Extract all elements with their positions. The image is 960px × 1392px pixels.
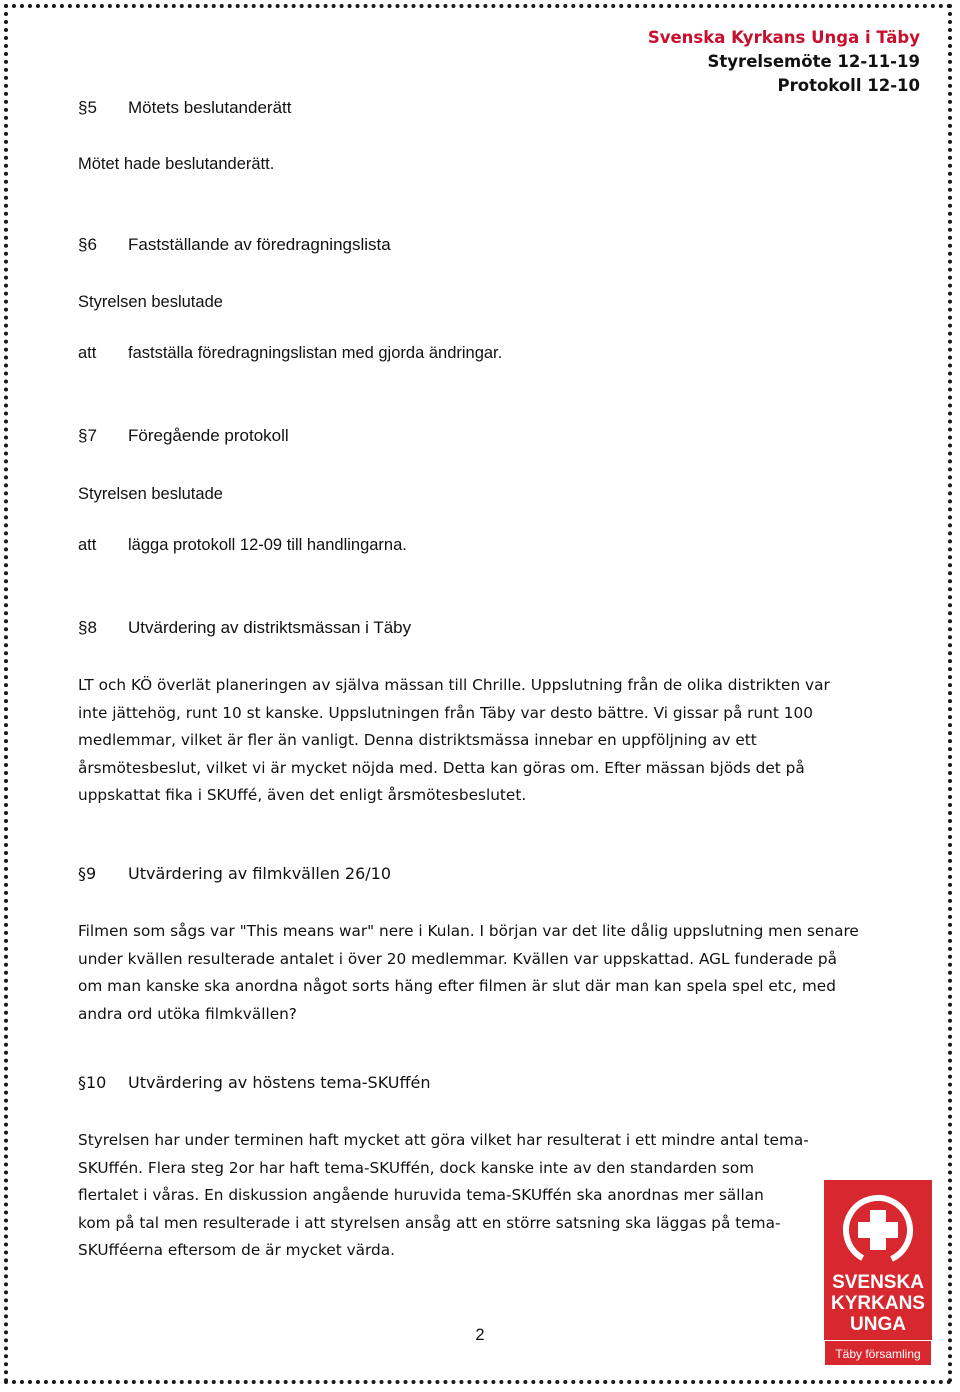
section-5-body: Mötet hade beslutanderätt. (78, 155, 275, 173)
section-8-body (78, 672, 878, 810)
decision-text: fastställa föredragningslistan med gjorda ändringar. (128, 344, 503, 362)
logo-text-1: SVENSKA (832, 1272, 924, 1293)
att-label: att (78, 536, 97, 554)
text-line: om man kanske ska anordna något sorts häng efter filmen är slut där man kan spela spel etc, med (78, 977, 836, 995)
text-line: SKUffén. Flera steg 2or har haft tema-SKUffén, dock kanske inte av den standarden som (78, 1158, 755, 1177)
text-line: LT och KÖ överlät planeringen av själva mässan till Chrille. Uppslutning från de olika distrikten var (78, 676, 830, 694)
section-title: Utvärdering av distriktsmässan i Täby (128, 618, 412, 637)
section-9-heading (78, 864, 391, 883)
section-number: §9 (78, 864, 97, 883)
text-line: årsmötesbeslut, vilket vi är mycket nöjda med. Detta kan göras om. Efter mässan bjöds det på (78, 758, 805, 777)
decision-text: lägga protokoll 12-09 till handlingarna. (128, 536, 407, 554)
text-line: andra ord utöka filmkvällen? (78, 1004, 297, 1023)
header-protocol: Protokoll 12-10 (777, 76, 920, 95)
att-label: att (78, 344, 97, 362)
section-6-decision (78, 344, 502, 363)
section-title: Fastställande av föredragningslista (128, 235, 391, 254)
section-6-decided: Styrelsen beslutade (78, 293, 223, 311)
section-5-heading (78, 98, 291, 118)
section-title: Utvärdering av filmkvällen 26/10 (128, 864, 392, 883)
section-9-body (78, 918, 878, 1028)
logo-cross-horizontal (858, 1222, 898, 1238)
svenska-kyrkans-unga-logo (824, 1180, 932, 1366)
section-10-body (78, 1127, 818, 1265)
text-line: flertalet i våras. En diskussion angående huruvida tema-SKUffén ska anordnas mer sällan (78, 1186, 764, 1204)
section-8-heading (78, 618, 411, 638)
header-org: Svenska Kyrkans Unga i Täby (647, 28, 920, 47)
section-number: §6 (78, 235, 97, 254)
section-7-heading (78, 426, 289, 446)
text-line: uppskattat fika i SKUffé, även det enligt årsmötesbeslutet. (78, 786, 527, 804)
text-line: SKUfféerna eftersom de är mycket värda. (78, 1241, 396, 1259)
text-line: medlemmar, vilket är fler än vanligt. Denna distriktsmässa innebar en uppföljning av ett (78, 731, 757, 749)
logo-subtitle: Täby församling (835, 1347, 921, 1361)
text-line: Styrelsen har under terminen haft mycket att göra vilket har resulterat i ett mindre antal tema- (78, 1131, 809, 1149)
section-number: §8 (78, 618, 97, 637)
section-title: Mötets beslutanderätt (128, 98, 292, 117)
section-6-heading (78, 235, 391, 255)
section-title: Föregående protokoll (128, 426, 289, 445)
text-line: under kvällen resulterade antalet i över 20 medlemmar. Kvällen var uppskattad. AGL funderade på (78, 949, 838, 968)
section-10-heading (78, 1073, 430, 1092)
text-line: Filmen som sågs var "This means war" nere i Kulan. I början var det lite dålig uppslutning men senare (78, 922, 859, 940)
header-meeting: Styrelsemöte 12-11-19 (707, 52, 920, 71)
logo-text-2: KYRKANS (831, 1293, 925, 1314)
text-line: inte jättehög, runt 10 st kanske. Uppslutningen från Täby var desto bättre. Vi gissar på runt 100 (78, 703, 813, 722)
section-number: §5 (78, 98, 97, 117)
section-number: §10 (78, 1073, 107, 1092)
text-line: kom på tal men resulterade i att styrelsen ansåg att en större satsning ska läggas på tema- (78, 1213, 781, 1232)
section-7-decided: Styrelsen beslutade (78, 485, 223, 503)
section-number: §7 (78, 426, 97, 445)
page-header (648, 26, 920, 98)
logo-text-3: UNGA (850, 1314, 906, 1335)
page-number: 2 (475, 1326, 485, 1344)
section-title: Utvärdering av höstens tema-SKUffén (128, 1073, 431, 1092)
section-7-decision (78, 536, 407, 555)
